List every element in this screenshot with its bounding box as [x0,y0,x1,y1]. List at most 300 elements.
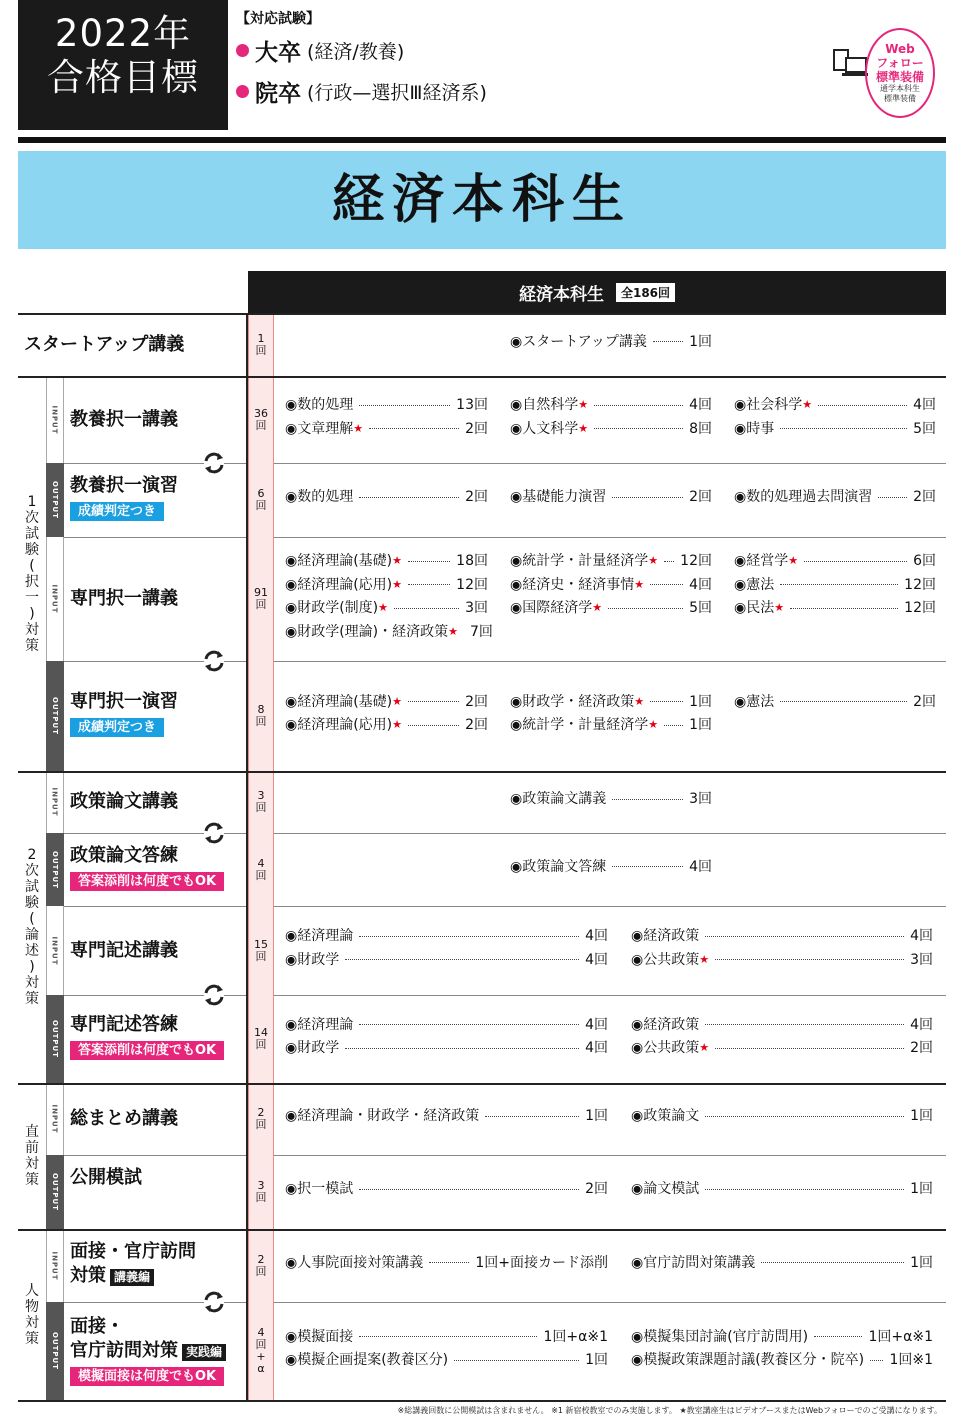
lecture-title: 教養択一講義 [70,408,178,430]
item-name: ◉数的処理 [285,397,354,413]
item-value: 1回 [689,333,712,350]
io-label [46,906,64,995]
item-name: ◉社会科学 [734,397,803,413]
item-value: 4回 [910,1016,933,1033]
star-icon: ★ [648,554,659,567]
item-name: ◉択一模試 [285,1181,354,1198]
row-divider [46,1302,946,1303]
leader-dots [359,1336,537,1337]
star-icon: ★ [592,601,603,614]
list-item [734,552,936,570]
star-icon: ★ [699,952,710,966]
category-char: ( [29,911,35,927]
lecture-title-2 [70,1339,226,1363]
star-icon: ★ [699,1041,710,1054]
leader-dots [818,405,907,406]
io-label [46,1083,64,1155]
category-char: 物 [25,1298,39,1315]
count-part: 回 [255,499,267,512]
item-name: ◉模擬企画提案(教養区分) [285,1352,449,1368]
session-count [248,1229,274,1302]
category-label [18,1229,46,1400]
category-char: 次 [25,509,39,526]
item-value: 1回 [585,1108,608,1125]
lecture-name [70,939,178,963]
io-text: INPUT [51,935,59,966]
count-part: 1 [257,331,265,345]
leader-dots [715,959,904,960]
item-value: 4回 [585,1016,608,1033]
io-text: OUTPUT [51,1332,59,1370]
leader-dots [359,1189,579,1190]
exam-title: 【対応試験】 [236,11,320,27]
item-name: ◉時事 [734,420,775,437]
web-badge-line3: 標準装備 [875,70,924,84]
web-note-line2: 標準装備 [884,94,916,103]
input-output-cycle-icon [196,445,232,481]
item-name: ◉模擬政策課題討議(教養区分・院卒) [631,1352,865,1368]
leader-dots [664,725,683,726]
leader-dots [705,1116,904,1117]
count-part: 91 [254,586,268,599]
item-name: ◉憲法 [734,693,775,710]
bullet-icon [236,85,249,98]
leader-dots [608,608,683,609]
item-name: ◉経済理論 [285,928,354,944]
count-part: 回 [255,1191,267,1204]
count-part: 回 [255,1038,267,1051]
star-icon: ★ [392,554,403,567]
item-name: ◉経済理論(応用) [285,717,393,733]
item-name: ◉論文模試 [631,1181,700,1198]
category-char: 一 [25,589,39,606]
list-item [285,396,488,414]
count-part: 回 [255,715,267,728]
count-part: 14 [254,1026,268,1039]
item-name: ◉経済史・経済事情 [510,576,635,593]
category-label [18,1083,46,1229]
input-output-cycle-icon [196,643,232,679]
leader-dots [780,428,907,429]
lecture-title-2 [70,1264,196,1288]
list-item [285,951,608,969]
category-char: 験 [25,541,39,558]
category-char: 2 [27,847,37,863]
list-item [631,1180,933,1198]
lecture-name [70,1240,196,1288]
leader-dots [408,725,459,726]
io-text: OUTPUT [51,697,59,735]
item-name: ◉財政学(理論)・経済政策 [285,623,449,640]
leader-dots [780,584,898,585]
item-name: ◉数的処理 [285,489,354,506]
session-count [248,771,274,833]
count-part: 回 [255,801,267,814]
count-part: 回 [255,343,267,357]
item-name: ◉統計学・計量経済学 [510,553,649,569]
item-value: 2回 [465,489,488,506]
list-item [285,693,488,711]
list-item [285,1180,608,1198]
lecture-title: 政策論文講義 [70,791,178,812]
lecture-title-2-text: 対策 [70,1264,106,1286]
list-item [510,790,712,808]
star-icon: ★ [634,694,645,708]
category-char: 験 [25,895,39,911]
count-part: 2 [257,1252,265,1266]
io-text: INPUT [51,404,59,435]
row-divider [46,833,946,834]
count-part: 回 [255,1338,267,1351]
item-name: ◉基礎能力演習 [510,489,607,506]
list-item [631,1107,933,1125]
item-value: 3回 [910,951,933,968]
session-count [248,661,274,771]
item-value: 3回 [689,791,712,808]
list-item [510,420,712,438]
list-item [285,1107,608,1125]
session-count [248,537,274,661]
lecture-title: 専門択一演習 [70,691,178,712]
list-item [734,488,936,506]
item-value: 1回※1 [889,1352,933,1368]
leader-dots [408,561,450,562]
item-value: 4回 [585,951,608,968]
list-item [510,693,712,711]
list-item [510,576,712,594]
item-name: ◉経済政策 [631,1016,700,1033]
exam1-big: 大卒 [255,40,301,66]
session-count [248,313,274,376]
io-label [46,463,64,537]
item-value: 12回 [680,553,712,569]
list-item [734,420,936,438]
list-item [285,623,493,641]
item-value: 2回 [689,489,712,506]
lecture-tag: 講義編 [110,1269,154,1286]
leader-dots [650,584,683,585]
leader-dots [780,701,907,702]
footnote: ※総講義回数に公開模試は含まれません。 ※1 新宿校教室でのみ実施します。 ★教室講座生はビデオブースまたはWebフォローでのご受講になります。 [397,1406,942,1415]
star-icon: ★ [448,624,459,638]
lecture-tag: 答案添削は何度でもOK [70,1041,224,1060]
io-text: OUTPUT [51,481,59,519]
leader-dots [705,936,904,937]
star-icon: ★ [578,398,589,411]
item-value: 4回 [689,858,712,875]
item-value: 2回 [913,489,936,506]
item-name: ◉経済政策 [631,928,700,944]
item-name: ◉人文科学 [510,420,579,437]
leader-dots [359,497,459,498]
session-count [248,1155,274,1229]
item-name: ◉経済理論(基礎) [285,693,393,710]
item-value: 1回+α※1 [868,1328,933,1345]
count-part: 2 [257,1106,265,1119]
exam1-sub: (経済/教養) [307,41,405,63]
io-label [46,1229,64,1302]
star-icon: ★ [802,398,813,411]
item-value: 12回 [456,576,488,593]
lecture-name [70,587,178,611]
item-value: 2回 [465,717,488,733]
category-char: ( [29,557,35,574]
count-part: 回 [255,418,267,432]
category-char: 策 [25,1330,39,1347]
io-text: INPUT [51,1104,59,1134]
item-name: ◉公共政策 [631,1040,700,1056]
lecture-title: 専門択一講義 [70,588,178,609]
item-value: 18回 [456,553,488,569]
list-item [285,716,488,734]
computer-icon [832,48,868,80]
item-value: 4回 [910,928,933,944]
leader-dots [878,497,907,498]
lecture-name [70,690,178,738]
io-label [46,771,64,833]
column-header [248,271,946,313]
lecture-name [70,790,178,814]
category-char: ) [29,605,35,622]
lecture-tag: 成績判定つき [70,718,164,737]
leader-dots [359,936,579,937]
star-icon: ★ [353,421,364,435]
category-char: 直 [25,1124,39,1140]
category-label [18,376,46,771]
item-value: 13回 [456,397,488,413]
item-name: ◉官庁訪問対策講義 [631,1254,756,1271]
item-name: ◉政策論文講義 [510,791,607,808]
list-item [285,488,488,506]
item-value: 8回 [689,420,712,437]
list-item [285,927,608,945]
leader-dots [650,701,683,702]
lecture-name [70,1013,224,1061]
category-char: 試 [25,879,39,895]
item-name: ◉経済理論 [285,1016,354,1033]
item-value: 4回 [689,576,712,593]
item-name: ◉経済理論(基礎) [285,553,393,569]
item-name: ◉民法 [734,600,775,616]
count-part: 8 [257,703,265,716]
leader-dots [594,428,683,429]
lecture-tag-2: 模擬面接は何度でもOK [70,1367,224,1386]
item-name: ◉財政学 [285,1040,340,1056]
count-part: α [257,1362,265,1375]
item-name: ◉国際経済学 [510,600,593,616]
item-name: ◉憲法 [734,576,775,593]
page-title: 経済本科生 [18,151,946,249]
item-name: ◉政策論文答練 [510,858,607,875]
item-value: 2回 [465,420,488,437]
exam2-sub: (行政—選択Ⅲ経済系) [307,82,487,104]
lecture-title: 専門記述答練 [70,1014,178,1035]
star-icon: ★ [774,601,785,614]
io-label [46,1302,64,1400]
leader-dots [369,428,459,429]
lecture-name [70,408,178,432]
star-icon: ★ [578,421,589,435]
io-label [46,661,64,771]
leader-dots [705,1189,904,1190]
leader-dots [664,561,674,562]
lecture-title: スタートアップ講義 [24,333,185,355]
lecture-title: 面接・ [70,1316,124,1337]
row-divider [46,995,946,996]
item-name: ◉模擬面接 [285,1328,354,1345]
list-item [631,927,933,945]
exam2-big: 院卒 [255,81,301,107]
category-char: 人 [25,1282,39,1299]
row-divider [46,906,946,907]
item-name: ◉財政学・経済政策 [510,693,635,710]
count-part: 回 [255,949,267,963]
star-icon: ★ [392,694,403,708]
io-text: INPUT [51,787,59,817]
lecture-tag: 実践編 [182,1344,226,1361]
count-part: 回 [255,1118,267,1131]
category-char: 試 [25,525,39,542]
input-output-cycle-icon [196,815,232,851]
io-text: OUTPUT [51,1173,59,1211]
leader-dots [394,608,459,609]
item-name: ◉統計学・計量経済学 [510,717,649,733]
web-follow-badge [865,28,935,118]
item-name: ◉文章理解 [285,420,354,437]
category-char: ) [29,959,35,975]
lecture-name [70,1166,142,1190]
leader-dots [612,866,683,867]
list-item [510,396,712,414]
list-item [285,1328,608,1346]
session-count [248,833,274,906]
item-value: 1回 [910,1181,933,1198]
web-note-line1: 通学本科生 [880,84,920,93]
section-divider [18,376,946,378]
leader-dots [345,959,579,960]
star-icon: ★ [378,601,389,614]
leader-dots [429,1262,469,1263]
list-item [285,1254,608,1272]
category-char: 対 [25,975,39,991]
count-part: 4 [257,1326,265,1339]
leader-dots [612,497,683,498]
category-char: 策 [25,991,39,1007]
item-name: ◉数的処理過去問演習 [734,489,873,506]
list-item [734,396,936,414]
leader-dots [408,701,459,702]
web-badge-line2: フォロー [876,56,924,70]
item-value: 5回 [913,420,936,437]
category-char: 論 [25,927,39,943]
section-divider [18,771,946,773]
list-item [734,693,936,711]
leader-dots [870,1360,883,1361]
list-item [631,1328,933,1346]
section-divider [18,1400,946,1402]
year-box [18,0,228,130]
item-name: ◉公共政策 [631,951,700,968]
category-char: 前 [25,1140,39,1156]
star-icon: ★ [392,577,403,591]
list-item [631,1254,933,1272]
io-label [46,376,64,463]
io-text: INPUT [51,1250,59,1281]
lecture-title: 専門記述講義 [70,939,178,961]
category-char: 述 [25,943,39,959]
list-item [631,1039,933,1057]
item-value: 1回+面接カード添削 [475,1254,608,1271]
session-count [248,1083,274,1155]
goal-label: 合格目標 [47,56,199,99]
leader-dots [345,1048,579,1049]
section-divider [18,313,946,315]
section-divider [18,1083,946,1085]
column-divider [246,313,248,1400]
list-item [510,858,712,876]
io-label [46,833,64,906]
lecture-tag: 答案添削は何度でもOK [70,872,224,891]
list-item [285,599,488,617]
star-icon: ★ [392,718,403,731]
item-value: 2回 [465,693,488,710]
leader-dots [612,799,683,800]
item-value: 4回 [913,397,936,413]
io-label [46,1155,64,1229]
count-part: 15 [254,937,268,951]
list-item [285,576,488,594]
leader-dots [804,561,907,562]
io-label [46,537,64,661]
list-item [734,576,936,594]
item-name: ◉スタートアップ講義 [510,333,647,350]
category-char: 択 [25,573,39,590]
item-value: 4回 [585,1040,608,1056]
bullet-icon [236,44,249,57]
list-item [285,1039,608,1057]
list-item [631,1016,933,1034]
item-value: 1回 [585,1352,608,1368]
lecture-tag: 成績判定つき [70,502,164,521]
web-badge-line1: Web [885,42,915,56]
lecture-name [70,1315,226,1387]
leader-dots [715,1048,904,1049]
leader-dots [408,584,450,585]
leader-dots [485,1116,579,1117]
item-name: ◉模擬集団討論(官庁訪問用) [631,1328,809,1345]
io-text: INPUT [51,584,59,614]
item-name: ◉経済理論・財政学・経済政策 [285,1108,480,1125]
lecture-name [70,474,178,522]
item-value: 2回 [585,1181,608,1198]
count-part: 6 [257,487,265,500]
total-badge: 全186回 [616,283,675,302]
item-value: 1回+α※1 [543,1328,608,1345]
row-divider [46,537,946,538]
category-char: 策 [25,637,39,654]
item-value: 1回 [910,1108,933,1125]
leader-dots [814,1336,862,1337]
lecture-title-2-text: 官庁訪問対策 [70,1340,178,1361]
category-char: 対 [25,1314,39,1331]
row-divider [46,1155,946,1156]
leader-dots [594,405,683,406]
row-divider [46,463,946,464]
count-part: 4 [257,856,265,870]
lecture-title: 政策論文答練 [70,844,178,866]
star-icon: ★ [634,577,645,591]
leader-dots [653,341,683,342]
